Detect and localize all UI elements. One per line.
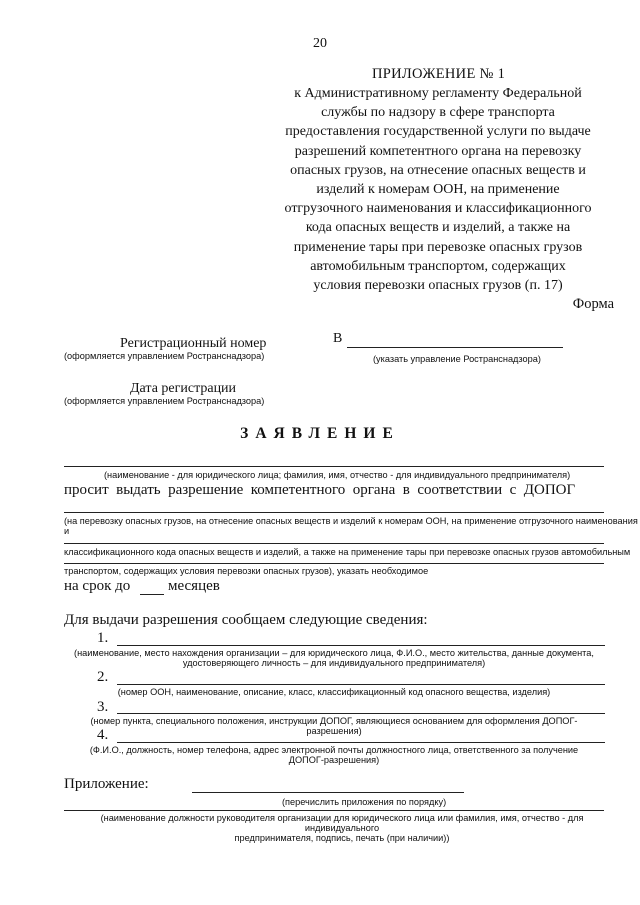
item-number: 2. [97, 669, 109, 685]
item-3-field[interactable] [117, 713, 605, 714]
item-number: 3. [97, 699, 109, 715]
registration-number-label: Регистрационный номер [120, 336, 267, 351]
attachment-field[interactable] [192, 792, 464, 793]
registration-number-note: (оформляется управлением Ространснадзора) [64, 351, 265, 361]
form-label: Форма [572, 296, 614, 312]
item-4-note [64, 745, 604, 765]
term-months-field[interactable] [140, 594, 164, 595]
item-note-line: удостоверяющего личность – для индивидуального предпринимателя) [182, 658, 486, 668]
signature-note-line: (наименование должности руководителя организации для юридического лица или фамилия, имя, отчество - для индивидуального [100, 813, 584, 833]
attachment-label: Приложение: [64, 776, 149, 792]
registration-date-note: (оформляется управлением Ространснадзора) [64, 396, 265, 406]
info-heading: Для выдачи разрешения сообщаем следующие сведения: [64, 612, 428, 628]
item-number: 4. [97, 727, 109, 743]
appendix-line: отгрузочного наименования и классификационного [284, 201, 592, 217]
request-field-3[interactable] [64, 563, 604, 564]
appendix-line: изделий к номерам ООН, на применение [316, 182, 560, 198]
appendix-description [272, 84, 604, 295]
attachment-note: (перечислить приложения по порядку) [282, 797, 447, 807]
appendix-line: условия перевозки опасных грузов (п. 17) [313, 278, 563, 294]
page-number: 20 [313, 36, 327, 51]
item-2-field[interactable] [117, 684, 605, 685]
registration-date-label: Дата регистрации [130, 381, 237, 396]
document-title: ЗАЯВЛЕНИЕ [240, 425, 400, 442]
request-note-2: классификационного кода опасных веществ и изделий, а также на применение тары при перевозке опасных грузов автомобильным [64, 547, 631, 557]
item-1-note [64, 648, 604, 668]
item-note-line: (Ф.И.О., должность, номер телефона, адрес электронной почты должностного лица, ответственного за получение [89, 745, 579, 755]
appendix-line: опасных грузов, на отнесение опасных веществ и [290, 162, 586, 178]
appendix-line: предоставления государственной услуги по выдаче [285, 124, 591, 140]
appendix-line: кода опасных веществ и изделий, а также на [305, 220, 571, 236]
request-note-3: транспортом, содержащих условия перевозки опасных грузов), указать необходимое [64, 566, 429, 576]
item-note-line: ДОПОГ-разрешения) [288, 755, 380, 765]
term-suffix: месяцев [168, 578, 220, 594]
appendix-line: к Административному регламенту Федеральной [294, 86, 582, 101]
request-field-1[interactable] [64, 512, 604, 513]
recipient-field[interactable] [347, 347, 563, 348]
appendix-line: службы по надзору в сфере транспорта [321, 105, 555, 121]
appendix-line: разрешений компетентного органа на перевозку [294, 143, 582, 159]
item-1-field[interactable] [117, 645, 605, 646]
term-prefix: на срок до [64, 578, 131, 594]
recipient-note: (указать управление Ространснадзора) [373, 354, 541, 364]
item-2-note: (номер ООН, наименование, описание, класс, классификационный код опасного вещества, изделия) [117, 687, 551, 697]
applicant-field[interactable] [64, 466, 604, 467]
item-number: 1. [97, 630, 109, 646]
signature-note [64, 813, 620, 843]
appendix-title: ПРИЛОЖЕНИЕ № 1 [372, 66, 506, 82]
item-3-note: (номер пункта, специального положения, инструкции ДОПОГ, являющиеся основанием для оформления ДОПОГ-разрешения) [90, 716, 578, 736]
request-text: просит выдать разрешение компетентного органа в соответствии с ДОПОГ [64, 482, 576, 498]
signature-note-line: предпринимателя, подпись, печать (при наличии)) [234, 833, 450, 843]
request-note-1: (на перевозку опасных грузов, на отнесение опасных веществ и изделий к номерам ООН, на применение отгрузочного наименования и [64, 516, 638, 536]
request-field-2[interactable] [64, 543, 604, 544]
signature-field[interactable] [64, 810, 604, 811]
recipient-label: В [333, 331, 343, 346]
item-note-line: (наименование, место нахождения организации – для юридического лица, Ф.И.О., место жительства, данные документа, [74, 648, 594, 658]
applicant-note: (наименование - для юридического лица; фамилия, имя, отчество - для индивидуального предпринимателя) [104, 470, 571, 480]
appendix-line: автомобильным транспортом, содержащих [310, 258, 566, 274]
appendix-line: применение тары при перевозке опасных грузов [293, 239, 583, 255]
item-4-field[interactable] [117, 742, 605, 743]
